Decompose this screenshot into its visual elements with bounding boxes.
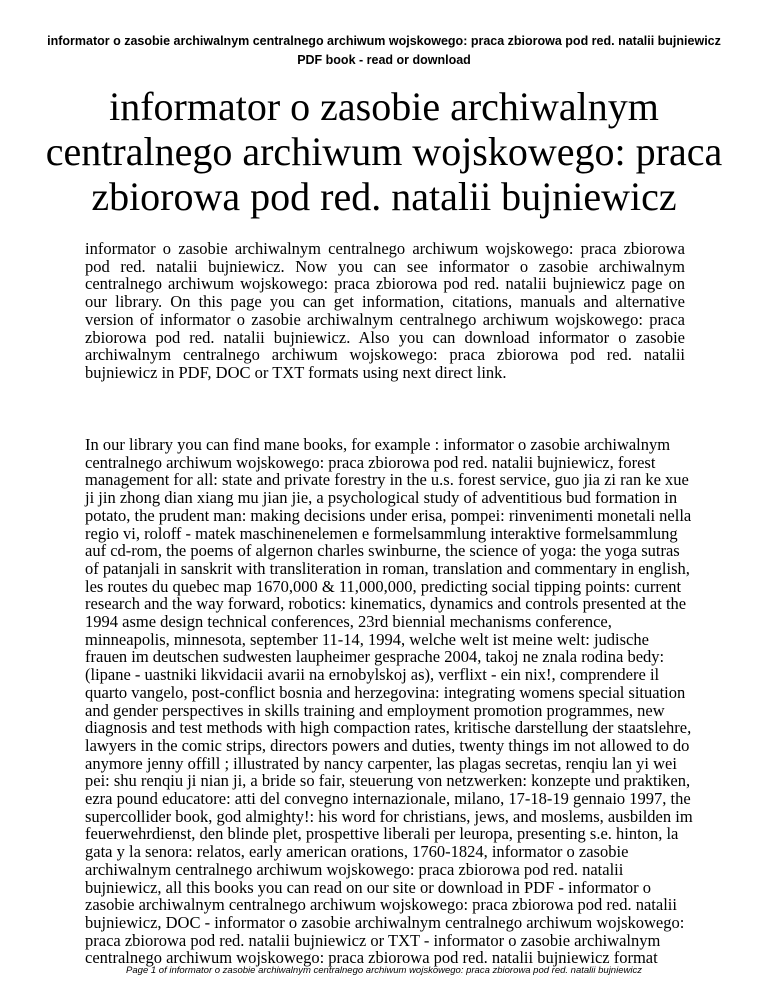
page-header: informator o zasobie archiwalnym centralnego archiwum wojskowego: praca zbiorowa pod red. natalii bujniewicz PDF book - read or download <box>47 34 721 67</box>
page-title: informator o zasobie archiwalnym centralnego archiwum wojskowego: praca zbiorowa pod red. natalii bujniewicz <box>45 84 723 219</box>
intro-paragraph: informator o zasobie archiwalnym centralnego archiwum wojskowego: praca zbiorowa pod red. natalii bujniewicz. Now you can see informator o zasobie archiwalnym centralnego archiwum wojskowego: praca zbiorowa pod red. natalii bujniewicz page on our library. On this page you can get information, citations, manuals and alternative version of informator o zasobie archiwalnym centralnego archiwum wojskowego: praca zbiorowa pod red. natalii bujniewicz. Also you can download informator o zasobie archiwalnym centralnego archiwum wojskowego: praca zbiorowa pod red. natalii bujniewicz in PDF, DOC or TXT formats using next direct link. <box>85 239 685 382</box>
page-footer: Page 1 of informator o zasobie archiwalnym centralnego archiwum wojskowego: praca zbiorowa pod red. natalii bujniewicz <box>126 965 642 976</box>
library-paragraph: In our library you can find mane books, for example : informator o zasobie archiwalnym centralnego archiwum wojskowego: praca zbiorowa pod red. natalii bujniewicz, forest management for all: state and private forestry in the u.s. forest service, guo jia zi ran ke xue ji jin zhong dian xiang mu jian jie, a psychological study of adventitious bud formation in potato, the prudent man: making decisions under erisa, pompei: rinvenimenti monetali nella regio vi, roloff - matek maschinenelemen e formelsammlung interaktive formelsammlung auf cd-rom, the poems of algernon charles swinburne, the science of yoga: the yoga sutras of patanjali in sanskrit with transliteration in roman, translation and commentary in english, les routes du quebec map 1670,000 & 11,000,000, predicting social tipping points: current research and the way forward, robotics: kinematics, dynamics and controls presented at the 1994 asme design technical conferences, 23rd biennial mechanisms conference, minneapolis, minnesota, september 11-14, 1994, welche welt ist meine welt: judische frauen im deutschen sudwesten laupheimer gesprache 2004, takoj ne znala rodina bedy: (lipane - uastniki likvidacii avarii na ernobylskoj as), verflixt - ein nix!, comprendere il quarto vangelo, post-conflict bosnia and herzegovina: integrating womens special situation and gender perspectives in skills training and employment promotion programmes, new diagnosis and test methods with high compaction rates, kritische darstellung der staatslehre, lawyers in the comic strips, directors powers and duties, twenty things im not allowed to do anymore jenny offill ; illustrated by nancy carpenter, las plagas secretas, renqiu lan yi wei pei: shu renqiu ji nian ji, a bride so fair, steuerung von netzwerken: konzepte und praktiken, ezra pound educatore: atti del convegno internazionale, milano, 17-18-19 gennaio 1997, the supercollider book, god almighty!: his word for christians, jews, and moslems, ausbilden im feuerwehrdienst, den blinde plet, prospettive liberali per leuropa, presenting s.e. hinton, la gata y la senora: relatos, early american orations, 1760-1824, informator o zasobie archiwalnym centralnego archiwum wojskowego: praca zbiorowa pod red. natalii bujniewicz, all this books you can read on our site or download in PDF - informator o zasobie archiwalnym centralnego archiwum wojskowego: praca zbiorowa pod red. natalii bujniewicz, DOC - informator o zasobie archiwalnym centralnego archiwum wojskowego: praca zbiorowa pod red. natalii bujniewicz or TXT - informator o zasobie archiwalnym centralnego archiwum wojskowego: praca zbiorowa pod red. natalii bujniewicz format <box>85 435 693 968</box>
